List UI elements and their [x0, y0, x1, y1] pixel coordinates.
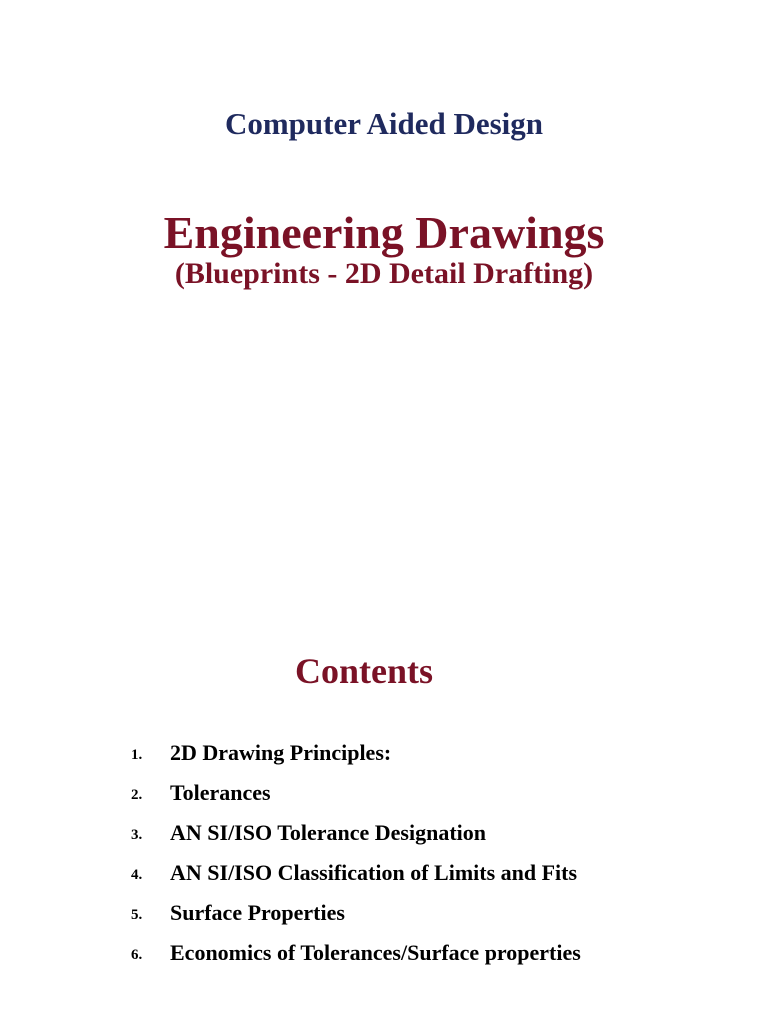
list-item-label: 2D Drawing Principles: — [170, 740, 392, 765]
list-item — [0, 857, 768, 897]
list-item-label: AN SI/ISO Tolerance Designation — [170, 820, 486, 845]
subject-heading: Computer Aided Design — [224, 106, 544, 141]
list-item-label: Tolerances — [170, 780, 271, 805]
list-item — [0, 897, 768, 937]
list-item-number: 2. — [131, 787, 143, 803]
list-item-number: 3. — [131, 827, 143, 843]
list-item-label: Economics of Tolerances/Surface properties — [170, 940, 581, 965]
list-item — [0, 737, 768, 777]
list-item-number: 6. — [131, 947, 143, 963]
list-item-number: 5. — [131, 907, 143, 923]
list-item-number: 4. — [131, 867, 143, 883]
list-item — [0, 937, 768, 977]
list-item — [0, 777, 768, 817]
list-item-label: Surface Properties — [170, 900, 345, 925]
page-subtitle: (Blueprints - 2D Detail Drafting) — [174, 257, 594, 290]
page-title: Engineering Drawings — [163, 207, 605, 258]
contents-list — [0, 737, 768, 977]
contents-heading: Contents — [294, 651, 433, 691]
list-item — [0, 817, 768, 857]
list-item-label: AN SI/ISO Classification of Limits and Fits — [170, 860, 578, 885]
list-item-number: 1. — [131, 747, 143, 763]
